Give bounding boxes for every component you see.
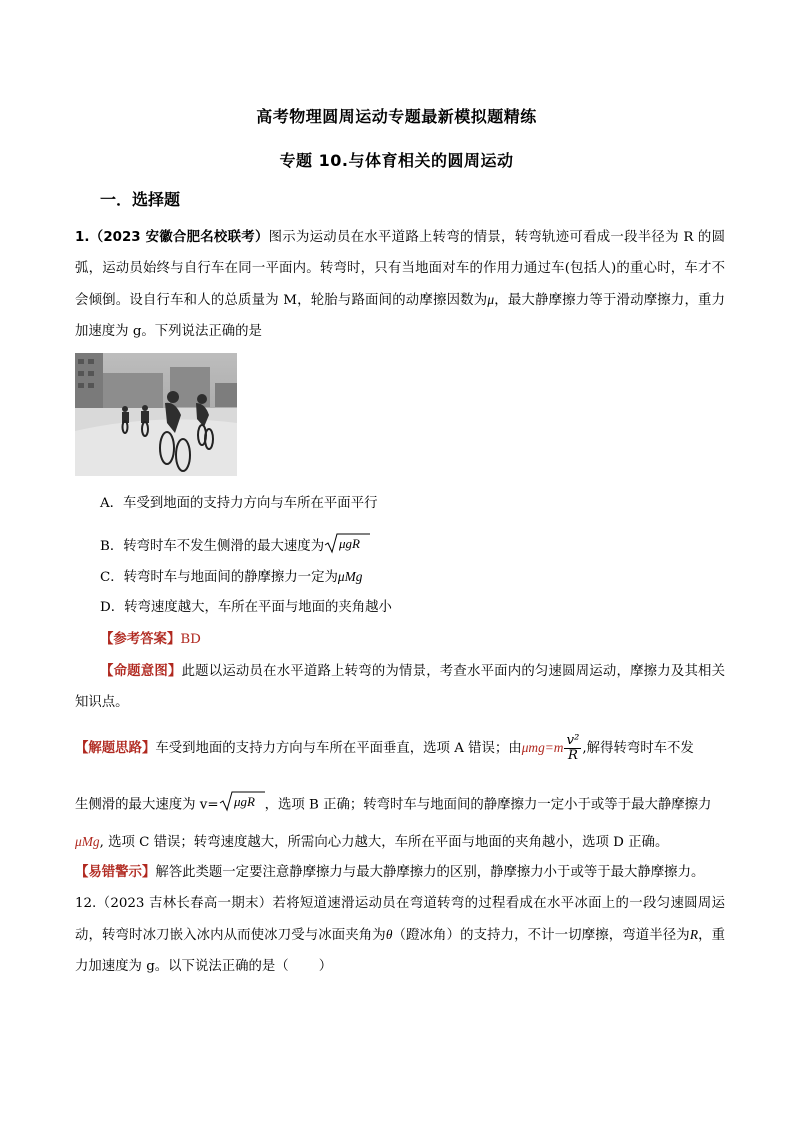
solution-label: 【解题思路】 [75, 741, 156, 756]
question-12-number: 12. [75, 896, 97, 911]
answer-label: 【参考答案】 [100, 632, 181, 647]
question-number: 1. [75, 230, 90, 245]
question-source: （2023 安徽合肥名校联考） [89, 230, 269, 245]
answer-line [100, 630, 201, 650]
solution-sqrt [219, 790, 265, 820]
option-a: A．车受到地面的支持力方向与车所在平面平行 [100, 496, 378, 511]
question-text: 图示为运动员在水平道路上转弯的情景，转弯轨迹可看成一段半径为 R 的圆弧，运动员始终与自行车在同一平面内。转弯时，只有当地面对车的作用力通过车(包括人)的重心时，车才不会倾倒。设自行车和人的总质量为 M，轮胎与路面间的动摩擦因数为 [75, 230, 725, 308]
intent-paragraph [75, 656, 725, 718]
fraction-denominator: R [567, 748, 578, 763]
question-12-text-c: ，重力加速度为 g。以下说法正确的是（ [75, 928, 726, 974]
svg-text:μgR: μgR [233, 794, 255, 809]
sqrt-sign-icon [324, 532, 370, 554]
option-b-text: B．转弯时车不发生侧滑的最大速度为 [100, 539, 325, 554]
solution-text-b-cont: 生侧滑的最大速度为 v= [75, 797, 219, 813]
sqrt-expression [324, 532, 370, 561]
solution-fraction [564, 734, 581, 763]
intent-text: 此题以运动员在水平道路上转弯的为情景，考查水平面内的匀速圆周运动，摩擦力及其相关知识点。 [75, 664, 726, 710]
sqrt-radicand: μgR [339, 536, 361, 551]
solution-eq-left: μmg=m [521, 740, 564, 755]
mu-symbol: μ [487, 292, 495, 307]
question-12-stem [75, 888, 725, 982]
cyclists-photo-graphic [75, 353, 237, 476]
warning-label: 【易错警示】 [75, 865, 156, 880]
solution-text-a: 车受到地面的支持力方向与车所在平面垂直，选项 A 错误；由 [155, 741, 522, 756]
solution-line-3 [75, 826, 725, 858]
option-d: D．转弯速度越大，车所在平面与地面的夹角越小 [100, 600, 392, 615]
question-12-text: 若将短道速滑运动员在弯道转弯的过程看成在水平冰面上的一段匀速圆周运动，转弯时冰刀嵌入冰内从而使冰刀受与冰面夹角为 [75, 896, 725, 943]
option-c [100, 567, 362, 588]
solution-text-c: ，选项 B 正确；转弯时车与地面间的静摩擦力一定小于或等于最大静摩擦力 [264, 797, 712, 813]
question-12-source: （2023 吉林长春高一期末） [96, 896, 273, 911]
option-b [100, 532, 370, 561]
theta-symbol: θ [385, 927, 393, 942]
solution-line-1 [75, 734, 725, 763]
solution-text-b-start: ,解得转弯时车不发 [582, 741, 694, 756]
answer-value: BD [180, 632, 201, 647]
question-12-end: ） [318, 959, 333, 974]
cyclists-photo [75, 353, 237, 476]
option-c-expr: μMg [337, 569, 363, 584]
solution-text-d: , 选项 C 错误；转弯速度越大，所需向心力越大，车所在平面与地面的夹角越小，选项 D 正确。 [99, 835, 669, 850]
solution-expr-d: μMg [75, 834, 100, 849]
option-c-text: C．转弯时车与地面间的静摩擦力一定为 [100, 570, 338, 585]
question-12-text-b: （蹬冰角）的支持力，不计一切摩擦，弯道半径为 [392, 928, 690, 943]
warning-text: 解答此类题一定要注意静摩擦力与最大静摩擦力的区别，静摩擦力小于或等于最大静摩擦力。 [155, 865, 705, 880]
solution-line-2 [75, 790, 725, 820]
radius-symbol: R [689, 927, 698, 942]
section-heading: 一．选择题 [100, 190, 181, 209]
question-1-stem [75, 222, 725, 347]
question-text-cont: ，最大静摩擦力等于滑动摩擦力，重力加速度为 g。下列说法正确的是 [75, 293, 726, 339]
intent-label: 【命题意图】 [100, 664, 182, 679]
fraction-numerator: v² [566, 733, 580, 748]
warning-paragraph [75, 857, 735, 888]
document-subtitle: 专题 10.与体育相关的圆周运动 [279, 151, 514, 170]
document-title: 高考物理圆周运动专题最新模拟题精练 [256, 107, 537, 126]
sqrt-sign-icon [219, 790, 265, 812]
